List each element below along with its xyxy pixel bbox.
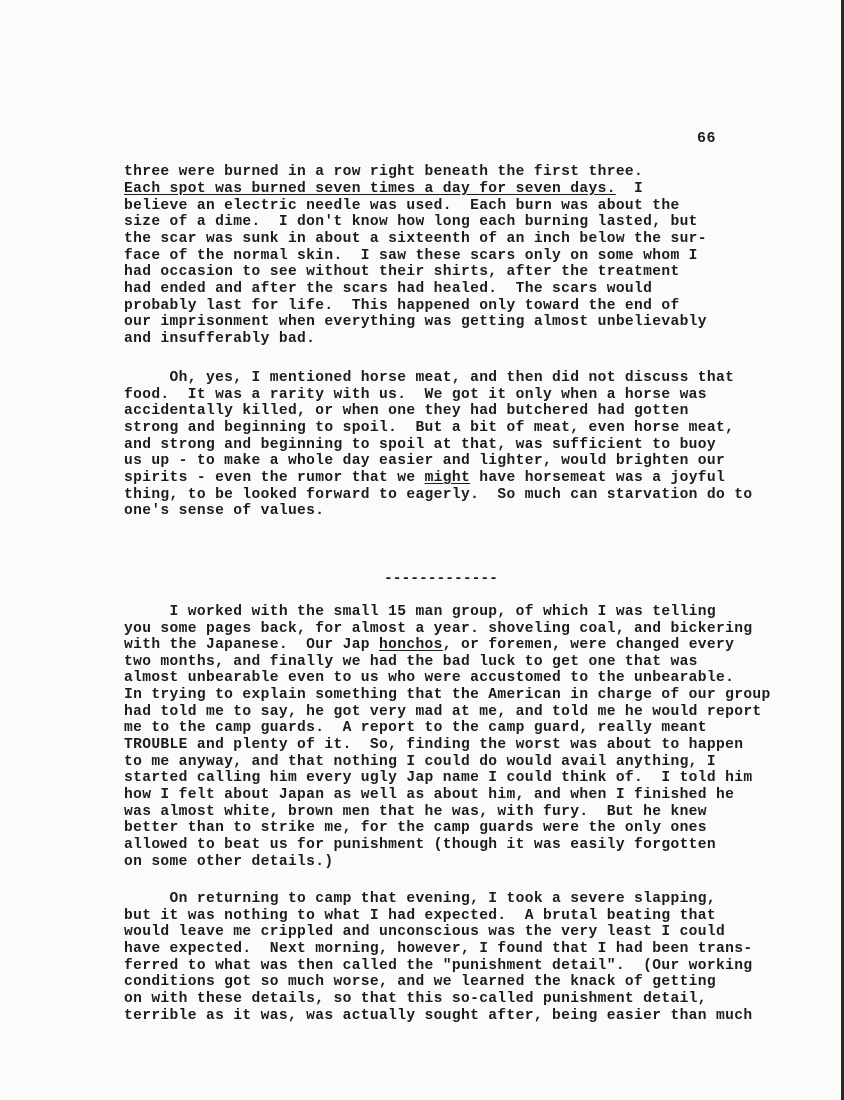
text-line [124,453,725,469]
underlined-text: might [424,470,471,486]
text-line [124,314,707,330]
text-line [124,924,725,940]
text-line [124,487,752,503]
text-line [124,1008,752,1024]
text-line [124,264,680,280]
text-line [124,437,716,453]
text-line [124,941,752,957]
text-line [124,403,689,419]
text-segment: better than to strike me, for the camp guards were the only ones [124,820,707,836]
text-line [124,231,707,247]
text-segment: face of the normal skin. I saw these scars only on some whom I [124,248,698,264]
text-line [124,837,716,853]
text-line [124,720,707,736]
text-segment: conditions got so much worse, and we learned the knack of getting [124,974,716,990]
text-line [124,704,762,720]
text-segment: three were burned in a row right beneath the first three. [124,164,644,180]
text-segment: would leave me crippled and unconscious was the very least I could [124,924,726,940]
text-segment: had occasion to see without their shirts, after the treatment [124,264,680,280]
text-segment: thing, to be looked forward to eagerly. So much can starvation do to [124,487,753,503]
text-segment: believe an electric needle was used. Each burn was about the [124,198,680,214]
text-segment: I [615,181,644,197]
text-segment: and strong and beginning to spoil at that, was sufficient to buoy [124,437,716,453]
text-line [124,908,716,924]
text-line [124,754,716,770]
text-line [124,604,716,620]
text-line [124,737,743,753]
page-number: 66 [697,130,717,147]
text-segment: ferred to what was then called the "punishment detail". (Our working [124,958,753,974]
text-segment: you some pages back, for almost a year. shoveling coal, and bickering [124,621,753,637]
text-segment: allowed to beat us for punishment (though it was easily forgotten [124,837,716,853]
text-line [124,770,752,786]
text-line [124,503,324,519]
text-segment: on some other details.) [124,854,334,870]
text-line [124,470,725,486]
text-line [124,787,734,803]
text-segment: me to the camp guards. A report to the camp guard, really meant [124,720,707,736]
text-segment: almost unbearable even to us who were accustomed to the unbearable. [124,670,735,686]
text-line [124,181,643,197]
text-segment: started calling him every ugly Jap name I could think of. I told him [124,770,753,786]
text-segment: the scar was sunk in about a sixteenth of an inch below the sur- [124,231,707,247]
text-segment: on with these details, so that this so-called punishment detail, [124,991,707,1007]
text-segment: accidentally killed, or when one they had butchered had gotten [124,403,689,419]
text-line [124,164,643,180]
text-line [124,820,707,836]
text-line [124,854,333,870]
text-segment: but it was nothing to what I had expected. A brutal beating that [124,908,716,924]
text-line [124,670,734,686]
text-line [124,654,698,670]
text-segment: probably last for life. This happened only toward the end of [124,298,680,314]
text-segment: how I felt about Japan as well as about him, and when I finished he [124,787,735,803]
text-segment: had ended and after the scars had healed. The scars would [124,281,653,297]
text-line [124,991,707,1007]
text-line [124,387,707,403]
text-segment: have expected. Next morning, however, I found that I had been trans- [124,941,753,957]
text-segment: On returning to camp that evening, I took a severe slapping, [124,891,716,907]
text-segment: In trying to explain something that the American in charge of our group [124,687,771,703]
text-line [124,298,680,314]
text-segment: was almost white, brown men that he was, with fury. But he knew [124,804,707,820]
text-segment: with the Japanese. Our Jap [124,637,380,653]
text-segment: food. It was a rarity with us. We got it only when a horse was [124,387,707,403]
text-segment: one's sense of values. [124,503,325,519]
text-segment: , or foremen, were changed every [442,637,735,653]
text-line [124,637,734,653]
text-segment: to me anyway, and that nothing I could do would avail anything, I [124,754,716,770]
text-segment: two months, and finally we had the bad luck to get one that was [124,654,698,670]
text-line [124,198,680,214]
text-segment: I worked with the small 15 man group, of which I was telling [124,604,716,620]
text-segment: Oh, yes, I mentioned horse meat, and then did not discuss that [124,370,735,386]
text-line [124,331,315,347]
section-divider: ------------- [384,571,498,587]
text-line [124,804,707,820]
text-segment: and insufferably bad. [124,331,316,347]
text-line [124,974,716,990]
text-segment: had told me to say, he got very mad at me, and told me he would report [124,704,762,720]
underlined-text: honchos [379,637,443,653]
text-segment: have horsemeat was a joyful [470,470,726,486]
text-segment: strong and beginning to spoil. But a bit of meat, even horse meat, [124,420,735,436]
text-line [124,891,716,907]
text-line [124,621,752,637]
underlined-text: Each spot was burned seven times a day for seven days. [124,181,616,197]
text-segment: our imprisonment when everything was getting almost unbelievably [124,314,707,330]
text-line [124,214,698,230]
text-segment: terrible as it was, was actually sought after, being easier than much [124,1008,753,1024]
text-line [124,370,734,386]
text-line [124,958,752,974]
text-line [124,420,734,436]
text-segment: TROUBLE and plenty of it. So, finding the worst was about to happen [124,737,744,753]
text-segment: size of a dime. I don't know how long each burning lasted, but [124,214,698,230]
text-segment: spirits - even the rumor that we [124,470,425,486]
text-line [124,281,652,297]
text-line [124,687,771,703]
text-segment: us up - to make a whole day easier and lighter, would brighten our [124,453,726,469]
text-line [124,248,698,264]
